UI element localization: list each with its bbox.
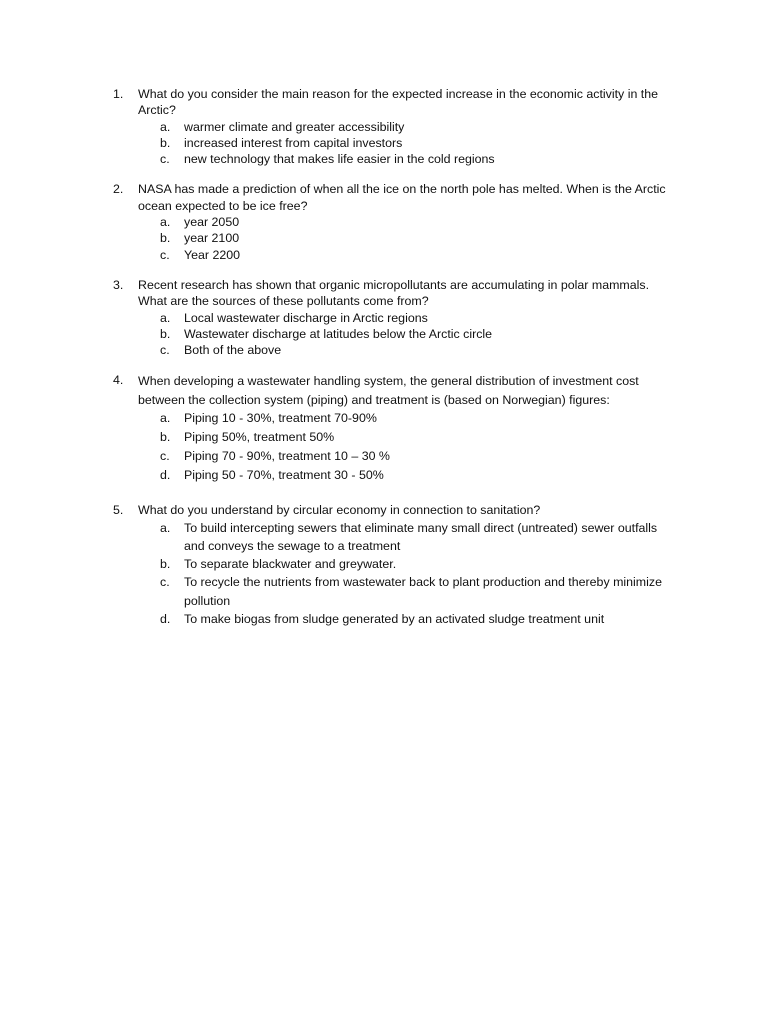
option-letter: a. [160, 411, 171, 426]
option-letter: b. [160, 231, 171, 246]
option-letter: c. [160, 247, 170, 262]
option-text: Piping 50%, treatment 50% [184, 430, 335, 445]
option-text: Both of the above [184, 343, 282, 358]
question-text: When developing a wastewater handling system, the general distribution of investment cost between the collection system (piping) and treatment is (based on Norwegian) figures: [138, 374, 639, 407]
answer-options [138, 310, 676, 359]
question-text: Recent research has shown that organic micropollutants are accumulating in polar mammals. What are the sources of these pollutants come from? [138, 277, 650, 309]
answer-option-a [156, 119, 676, 135]
question-list [110, 86, 676, 642]
answer-option-a [156, 214, 676, 230]
option-letter: b. [160, 135, 171, 150]
question-text: NASA has made a prediction of when all the ice on the north pole has melted. When is the Arctic ocean expected to be ice free? [138, 182, 666, 213]
answer-option-b [156, 555, 676, 573]
question-4 [110, 372, 676, 484]
option-letter: b. [160, 557, 171, 572]
question-number: 4. [113, 373, 124, 388]
answer-option-a [156, 519, 676, 556]
answer-options [138, 119, 676, 168]
answer-option-b [156, 135, 676, 151]
answer-option-c [156, 447, 676, 466]
answer-option-a [156, 310, 676, 326]
answer-option-c [156, 573, 676, 610]
answer-option-b [156, 230, 676, 246]
answer-option-d [156, 610, 676, 628]
question-number: 1. [113, 87, 124, 101]
option-text: Piping 50 - 70%, treatment 30 - 50% [184, 467, 384, 482]
question-number: 5. [113, 503, 124, 518]
option-text: increased interest from capital investors [184, 135, 403, 150]
answer-option-b [156, 326, 676, 342]
option-text: year 2050 [184, 215, 240, 230]
question-text: What do you consider the main reason for the expected increase in the economic activity in the Arctic? [138, 87, 659, 118]
option-letter: b. [160, 430, 171, 445]
option-letter: c. [160, 448, 170, 463]
question-5 [110, 502, 676, 628]
question-3 [110, 277, 676, 358]
option-text: Local wastewater discharge in Arctic regions [184, 310, 428, 325]
option-text: To separate blackwater and greywater. [184, 557, 397, 572]
answer-option-d [156, 466, 676, 485]
option-letter: d. [160, 467, 171, 482]
option-letter: c. [160, 343, 170, 358]
question-number: 2. [113, 182, 124, 197]
option-text: new technology that makes life easier in the cold regions [184, 152, 495, 167]
answer-option-c [156, 151, 676, 167]
question-1 [110, 86, 676, 167]
option-text: Year 2200 [184, 247, 241, 262]
option-text: To build intercepting sewers that eliminate many small direct (untreated) sewer outfalls and conveys the sewage to a treatment [184, 520, 658, 553]
question-2 [110, 181, 676, 262]
option-text: To recycle the nutrients from wastewater back to plant production and thereby minimize pollution [184, 575, 662, 608]
option-text: year 2100 [184, 231, 240, 246]
option-text: warmer climate and greater accessibility [184, 119, 405, 134]
question-text: What do you understand by circular economy in connection to sanitation? [138, 503, 541, 518]
answer-option-c [156, 342, 676, 358]
answer-option-a [156, 409, 676, 428]
option-letter: a. [160, 119, 171, 134]
answer-options [138, 409, 676, 484]
option-letter: a. [160, 215, 171, 230]
option-letter: c. [160, 575, 170, 590]
option-text: Wastewater discharge at latitudes below the Arctic circle [184, 326, 493, 341]
option-letter: a. [160, 310, 171, 325]
option-letter: d. [160, 612, 171, 627]
option-letter: a. [160, 520, 171, 535]
question-number: 3. [113, 277, 124, 292]
answer-option-b [156, 428, 676, 447]
answer-options [138, 214, 676, 263]
option-text: Piping 10 - 30%, treatment 70-90% [184, 411, 377, 426]
answer-options [138, 519, 676, 629]
option-text: To make biogas from sludge generated by an activated sludge treatment unit [184, 612, 605, 627]
option-letter: c. [160, 152, 170, 167]
option-text: Piping 70 - 90%, treatment 10 – 30 % [184, 448, 390, 463]
answer-option-c [156, 247, 676, 263]
option-letter: b. [160, 326, 171, 341]
